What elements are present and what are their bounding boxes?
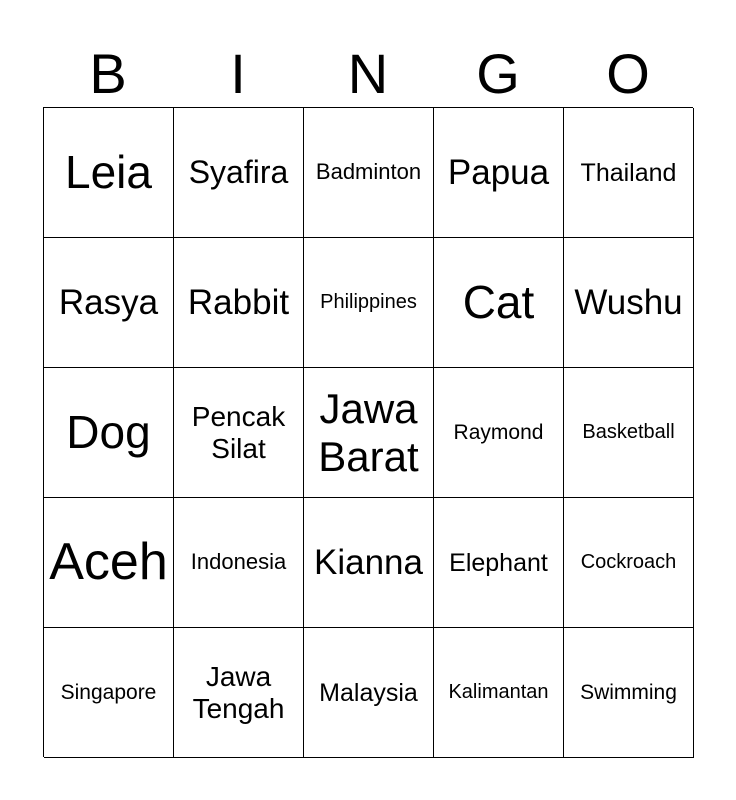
bingo-cell[interactable] <box>44 498 174 628</box>
cell-text: Pencak Silat <box>191 401 286 464</box>
bingo-header <box>43 40 693 108</box>
bingo-cell[interactable] <box>564 368 694 498</box>
cell-text: Aceh <box>49 533 168 592</box>
bingo-cell[interactable] <box>564 628 694 758</box>
cell-text: Papua <box>447 152 550 192</box>
cell-text: Rabbit <box>187 282 290 322</box>
bingo-cell[interactable] <box>434 108 564 238</box>
cell-text: Indonesia <box>190 549 287 575</box>
cell-text: Basketball <box>582 421 675 444</box>
header-letter-g: G <box>476 42 520 105</box>
cell-text: Jawa Barat <box>318 385 419 480</box>
bingo-cell[interactable] <box>44 368 174 498</box>
bingo-cell[interactable] <box>564 498 694 628</box>
cell-text: Badminton <box>315 159 422 185</box>
bingo-cell[interactable] <box>564 238 694 368</box>
bingo-cell[interactable] <box>304 628 434 758</box>
cell-text: Elephant <box>449 548 548 577</box>
cell-text: Jawa Tengah <box>192 661 285 724</box>
bingo-cell[interactable] <box>304 108 434 238</box>
header-letter-o: O <box>606 42 650 105</box>
cell-text: Dog <box>66 405 151 458</box>
cell-text: Syafira <box>188 153 289 190</box>
cell-text: Wushu <box>574 282 683 322</box>
cell-text: Singapore <box>60 680 157 704</box>
bingo-cell[interactable] <box>174 238 304 368</box>
bingo-cell[interactable] <box>304 238 434 368</box>
bingo-cell[interactable] <box>174 108 304 238</box>
cell-text: Malaysia <box>319 678 418 707</box>
cell-text: Philippines <box>320 291 417 314</box>
bingo-cell[interactable] <box>564 108 694 238</box>
bingo-cell[interactable] <box>44 628 174 758</box>
cell-text: Leia <box>65 145 152 198</box>
bingo-cell[interactable] <box>434 498 564 628</box>
cell-text: Swimming <box>580 680 677 704</box>
bingo-cell[interactable] <box>304 368 434 498</box>
bingo-cell[interactable] <box>44 108 174 238</box>
bingo-cell[interactable] <box>174 628 304 758</box>
cell-text: Thailand <box>580 158 677 187</box>
bingo-cell[interactable] <box>434 368 564 498</box>
bingo-cell[interactable] <box>174 368 304 498</box>
bingo-cell[interactable] <box>44 238 174 368</box>
cell-text: Cockroach <box>580 551 677 574</box>
bingo-cell[interactable] <box>434 238 564 368</box>
bingo-cell[interactable] <box>174 498 304 628</box>
cell-text: Cat <box>462 275 535 328</box>
header-letter-n: N <box>347 42 389 105</box>
bingo-board <box>43 107 693 757</box>
cell-text: Rasya <box>58 282 159 322</box>
cell-text: Kalimantan <box>448 681 549 704</box>
bingo-cell[interactable] <box>434 628 564 758</box>
header-letter-i: I <box>230 42 246 105</box>
cell-text: Raymond <box>453 420 544 444</box>
header-letter-b: B <box>89 42 127 105</box>
cell-text: Kianna <box>314 542 423 582</box>
bingo-cell[interactable] <box>304 498 434 628</box>
